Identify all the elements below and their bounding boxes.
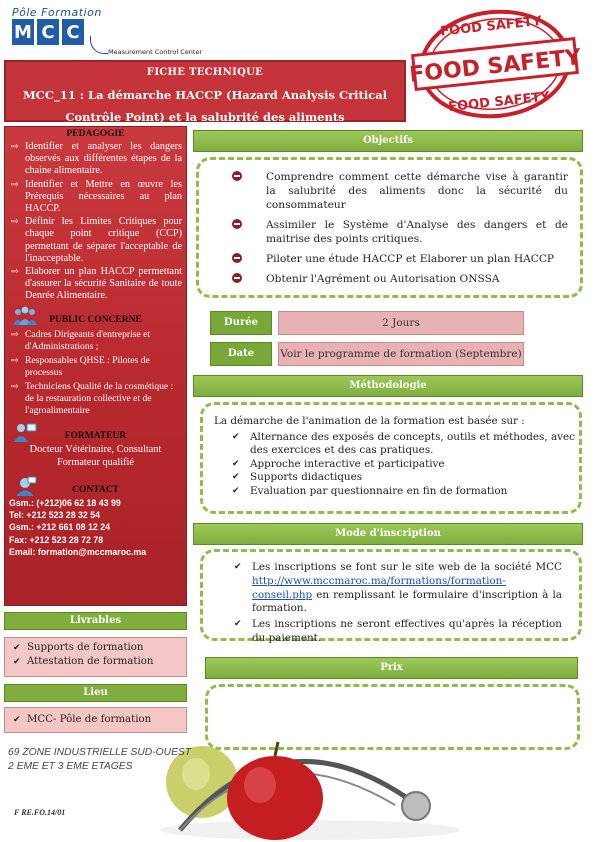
objectifs-title: Objectifs (193, 130, 583, 152)
methodologie-content (214, 415, 576, 498)
stamp-top-text: FOOD SAFETY (439, 13, 543, 40)
food-safety-stamp (408, 4, 582, 124)
public-list (5, 327, 186, 417)
contact-gsm-1: Gsm.: (+212)06 62 18 43 99 (9, 497, 121, 508)
livrable-item (13, 641, 178, 655)
logo-subtitle: Measurement Control Center (108, 48, 203, 56)
no-entry-bullet-icon (232, 273, 242, 283)
objectif-text: Piloter une étude HACCP et Elaborer un plan HACCP (266, 253, 555, 265)
objectif-item (228, 272, 568, 286)
inscription-text-after: en remplissant le formulaire d'inscription à la formation. (252, 588, 562, 615)
logo-letter-m: M (12, 19, 34, 45)
no-entry-bullet-icon (232, 219, 242, 229)
methodologie-text: Supports didactiques (250, 471, 363, 483)
duree-value: 2 Jours (278, 311, 524, 335)
inscription-text: Les inscriptions se font sur le site web de la société MCC (252, 561, 562, 573)
check-icon: ✔ (13, 657, 21, 667)
contact-gsm-2: Gsm.: +212 661 08 12 24 (9, 522, 110, 533)
public-header (5, 309, 186, 327)
livrables-title: Livrables (4, 612, 187, 630)
livrable-item (13, 655, 178, 669)
no-entry-bullet-icon (232, 171, 242, 181)
livrable-label: Supports de formation (27, 642, 144, 653)
check-icon: ✔ (234, 619, 242, 630)
page-title: MCC_11 : La démarche HACCP (Hazard Analysis Critical Contrôle Point) et la salubrité des aliments (22, 88, 388, 124)
formateur-text: Docteur Vétérinaire, Consultant Formateur qualifié (29, 443, 162, 468)
logo-letter-c2: C (62, 19, 84, 45)
inscription-item (232, 561, 562, 616)
methodologie-item (214, 485, 576, 499)
list-item: ⇨ Techniciens Qualité de la cosmétique : de la restauration collective et de l'agroalimentaire (11, 381, 182, 417)
inscription-text: Les inscriptions ne seront effectives qu'après la réception du paiement. (252, 618, 562, 644)
list-item: ⇨ Cadres Dirigeants d'entreprise et d'Administrations ; (11, 329, 182, 353)
document-reference: F RE.FO.14/01 (14, 808, 66, 817)
methodologie-item (214, 458, 576, 472)
methodologie-intro: La démarche de l'animation de la formation est basée sur : (214, 415, 525, 427)
mcc-logo (8, 6, 208, 60)
contact-tel: Tel: +212 523 28 32 54 (9, 510, 101, 521)
contact-title: CONTACT (72, 484, 119, 495)
date-value: Voir le programme de formation (Septembre) (278, 342, 524, 366)
date-label: Date (210, 342, 272, 366)
contact-email: Email: formation@mccmaroc.ma (9, 547, 147, 558)
lieu-value: MCC- Pôle de formation (27, 714, 152, 725)
list-item: ⇨ Définir les Limites Critiques pour chaque point critique (CCP) permettant de séparer l'acceptable de l'inacceptable. (11, 216, 182, 265)
objectifs-list (228, 170, 568, 292)
stamp-main-text: FOOD SAFETY (408, 45, 582, 88)
inscription-item (232, 618, 562, 646)
inscription-title: Mode d'inscription (193, 523, 583, 545)
methodologie-item (214, 431, 576, 458)
check-icon: ✔ (13, 643, 21, 653)
prix-title: Prix (205, 657, 578, 679)
objectif-text: Assimiler le Système d'Analyse des dangers et de maitrise des points critiques. (266, 219, 568, 245)
objectif-item (228, 252, 568, 266)
check-icon: ✔ (232, 485, 240, 496)
address-text: 69 ZONE INDUSTRIELLE SUD-OUEST 2 EME ET 3 EME ETAGES (8, 747, 192, 772)
duree-label: Durée (210, 311, 272, 335)
no-entry-bullet-icon (232, 253, 242, 263)
inscription-link[interactable]: http://www.mccmaroc.ma/formations/formation-conseil.php (252, 574, 506, 601)
methodologie-item (214, 471, 576, 485)
pedagogie-title: PEDAGOGIE (66, 129, 125, 139)
list-item: ⇨ Identifier et analyser les dangers observés aux différentes étapes de la chaine alimentaire. (11, 141, 182, 178)
objectif-item (228, 218, 568, 246)
check-icon: ✔ (232, 472, 240, 482)
livrables-box (4, 637, 187, 677)
objectif-item (228, 170, 568, 212)
public-title: PUBLIC CONCERNE (49, 314, 142, 325)
title-banner (4, 60, 406, 122)
check-icon: ✔ (232, 431, 240, 442)
objectif-text: Obtenir l'Agrément ou Autorisation ONSSA (266, 273, 500, 285)
stamp-bottom-text: FOOD SAFETY (447, 89, 551, 116)
lieu-title: Lieu (4, 684, 187, 702)
check-icon: ✔ (13, 715, 21, 725)
logo-swoosh (90, 36, 108, 54)
list-item: ⇨ Responsables QHSE : Pilotes de processus (11, 355, 182, 379)
livrable-label: Attestation de formation (27, 656, 154, 667)
check-icon: ✔ (232, 458, 240, 469)
objectif-text: Comprendre comment cette démarche vise à garantir la salubrité des aliments donc la sécurité du consommateur (266, 171, 568, 211)
formateur-title: FORMATEUR (64, 430, 127, 441)
contact-fax: Fax: +212 523 28 72 78 (9, 534, 104, 545)
doc-type: FICHE TECHNIQUE (146, 67, 264, 78)
prix-frame (205, 684, 580, 750)
methodologie-title: Méthodologie (193, 375, 583, 397)
contact-block (5, 497, 186, 559)
logo-top-text: Pôle Formation (12, 6, 102, 19)
pedagogie-list (5, 139, 186, 303)
inscription-content (232, 561, 562, 648)
list-item: ⇨ Elaborer un plan HACCP permettant d'assurer la sécurité Sanitaire de toute Denrée Alimentaire. (11, 266, 182, 303)
methodologie-text: Approche interactive et participative (250, 457, 445, 470)
methodologie-text: Alternance des exposés de concepts, outils et méthodes, avec des exercices et des cas pratiques. (250, 430, 575, 456)
methodologie-text: Evaluation par questionnaire en fin de formation (250, 484, 508, 497)
left-sidebar (4, 126, 187, 606)
formateur-header (5, 425, 186, 443)
list-item: ⇨ Identifier et Mettre en œuvre les Prérequis nécessaires au plan HACCP. (11, 179, 182, 216)
contact-header (5, 479, 186, 497)
logo-letter-c1: C (37, 19, 59, 45)
check-icon: ✔ (234, 562, 242, 572)
logo-letters (12, 19, 84, 45)
